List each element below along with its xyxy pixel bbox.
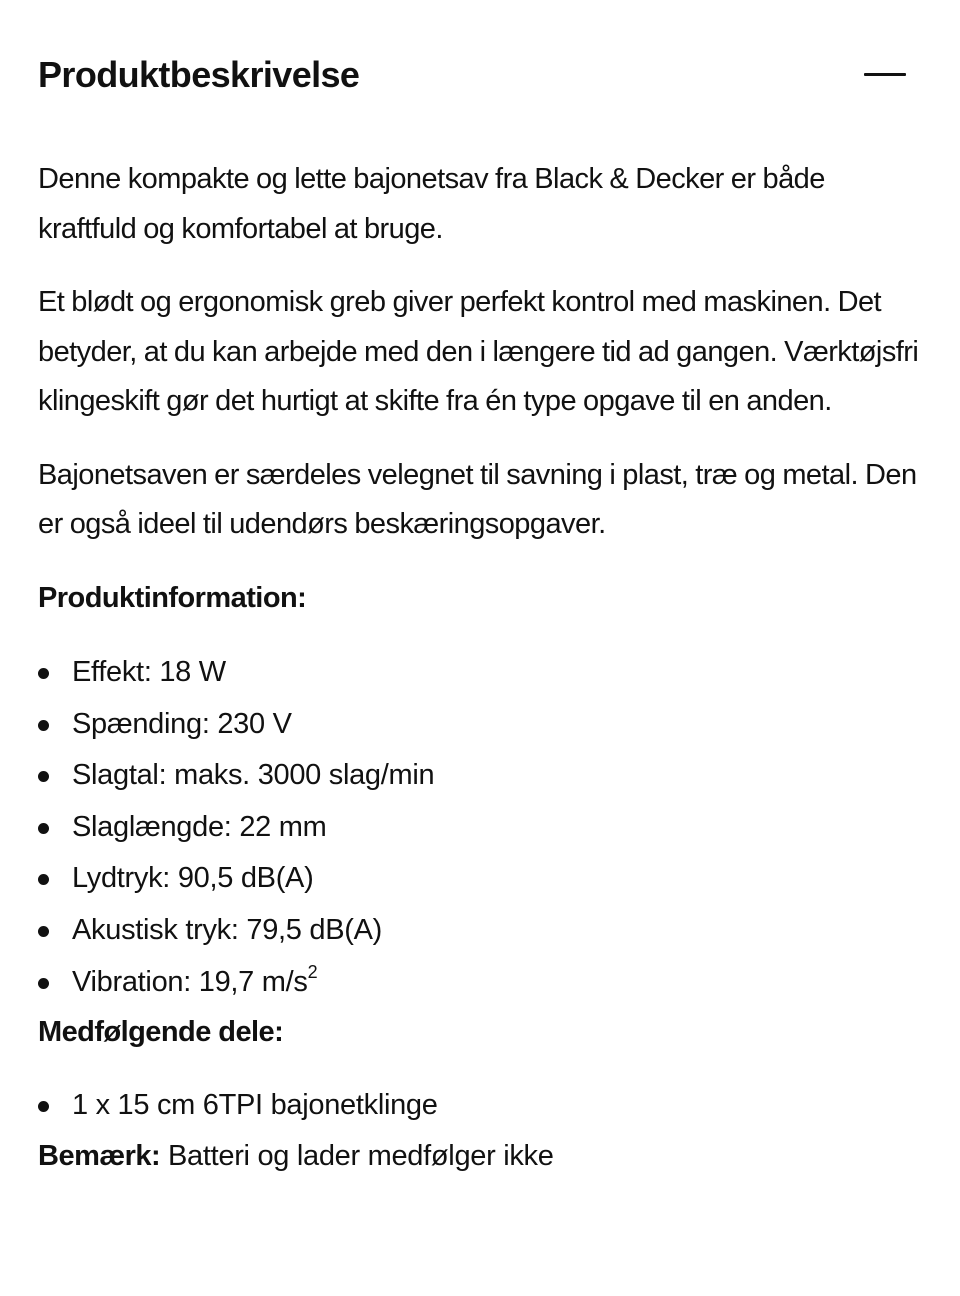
bullet-icon	[38, 926, 49, 937]
accordion-body	[38, 155, 922, 1183]
description-paragraph: Bajonetsaven er særdeles velegnet til savning i plast, træ og metal. Den er også ideel til udendørs beskæringsopgaver.	[38, 458, 917, 540]
spec-item	[38, 647, 922, 699]
spec-label: Slagtal:	[72, 759, 167, 792]
note-text: Batteri og lader medfølger ikke	[167, 1140, 554, 1173]
spec-item	[38, 699, 922, 751]
spec-value: 22 mm	[239, 810, 327, 843]
bullet-icon	[38, 978, 49, 989]
spec-superscript: 2	[307, 961, 318, 982]
spec-label: Spænding:	[72, 707, 210, 740]
included-parts-list	[38, 1080, 922, 1132]
bullet-icon	[38, 823, 49, 834]
spec-value: 230 V	[217, 707, 292, 740]
included-item-text: 1 x 15 cm 6TPI bajonetklinge	[72, 1088, 438, 1121]
spec-label: Vibration:	[72, 965, 191, 998]
bullet-icon	[38, 1101, 49, 1112]
product-info-list	[38, 647, 922, 1008]
description-paragraph: Et blødt og ergonomisk greb giver perfekt kontrol med maskinen. Det betyder, at du kan arbejde med den i længere tid ad gangen. Værktøjsfri klingeskift gør det hurtigt at skifte fra én type opgave til en anden.	[38, 286, 919, 417]
note	[38, 1131, 922, 1183]
product-description-accordion	[38, 0, 922, 1173]
bullet-icon	[38, 771, 49, 782]
description-paragraph: Denne kompakte og lette bajonetsav fra Black & Decker er både kraftfuld og komfortabel at bruge.	[38, 163, 825, 245]
spec-value: 19,7 m/s	[198, 965, 308, 998]
spec-value: 18 W	[159, 656, 226, 688]
included-item	[38, 1080, 922, 1132]
spec-value: 79,5 dB(A)	[246, 913, 383, 946]
included-parts-heading: Medfølgende dele:	[38, 1016, 284, 1049]
spec-item	[38, 802, 922, 854]
bullet-icon	[38, 668, 49, 679]
bullet-icon	[38, 720, 49, 731]
spec-item	[38, 853, 922, 905]
accordion-title: Produktbeskrivelse	[38, 54, 360, 95]
spec-label: Effekt:	[72, 656, 152, 688]
accordion-header[interactable]	[38, 0, 922, 150]
spec-label: Akustisk tryk:	[72, 913, 239, 946]
minus-icon[interactable]	[864, 73, 906, 76]
spec-value: 90,5 dB(A)	[177, 862, 314, 895]
spec-item	[38, 905, 922, 957]
product-info-heading: Produktinformation:	[38, 581, 307, 614]
bullet-icon	[38, 874, 49, 885]
spec-item	[38, 750, 922, 802]
spec-item	[38, 957, 922, 1009]
spec-value: maks. 3000 slag/min	[174, 759, 435, 792]
spec-label: Lydtryk:	[72, 862, 171, 895]
spec-label: Slaglængde:	[72, 810, 232, 843]
note-label: Bemærk:	[38, 1140, 161, 1173]
